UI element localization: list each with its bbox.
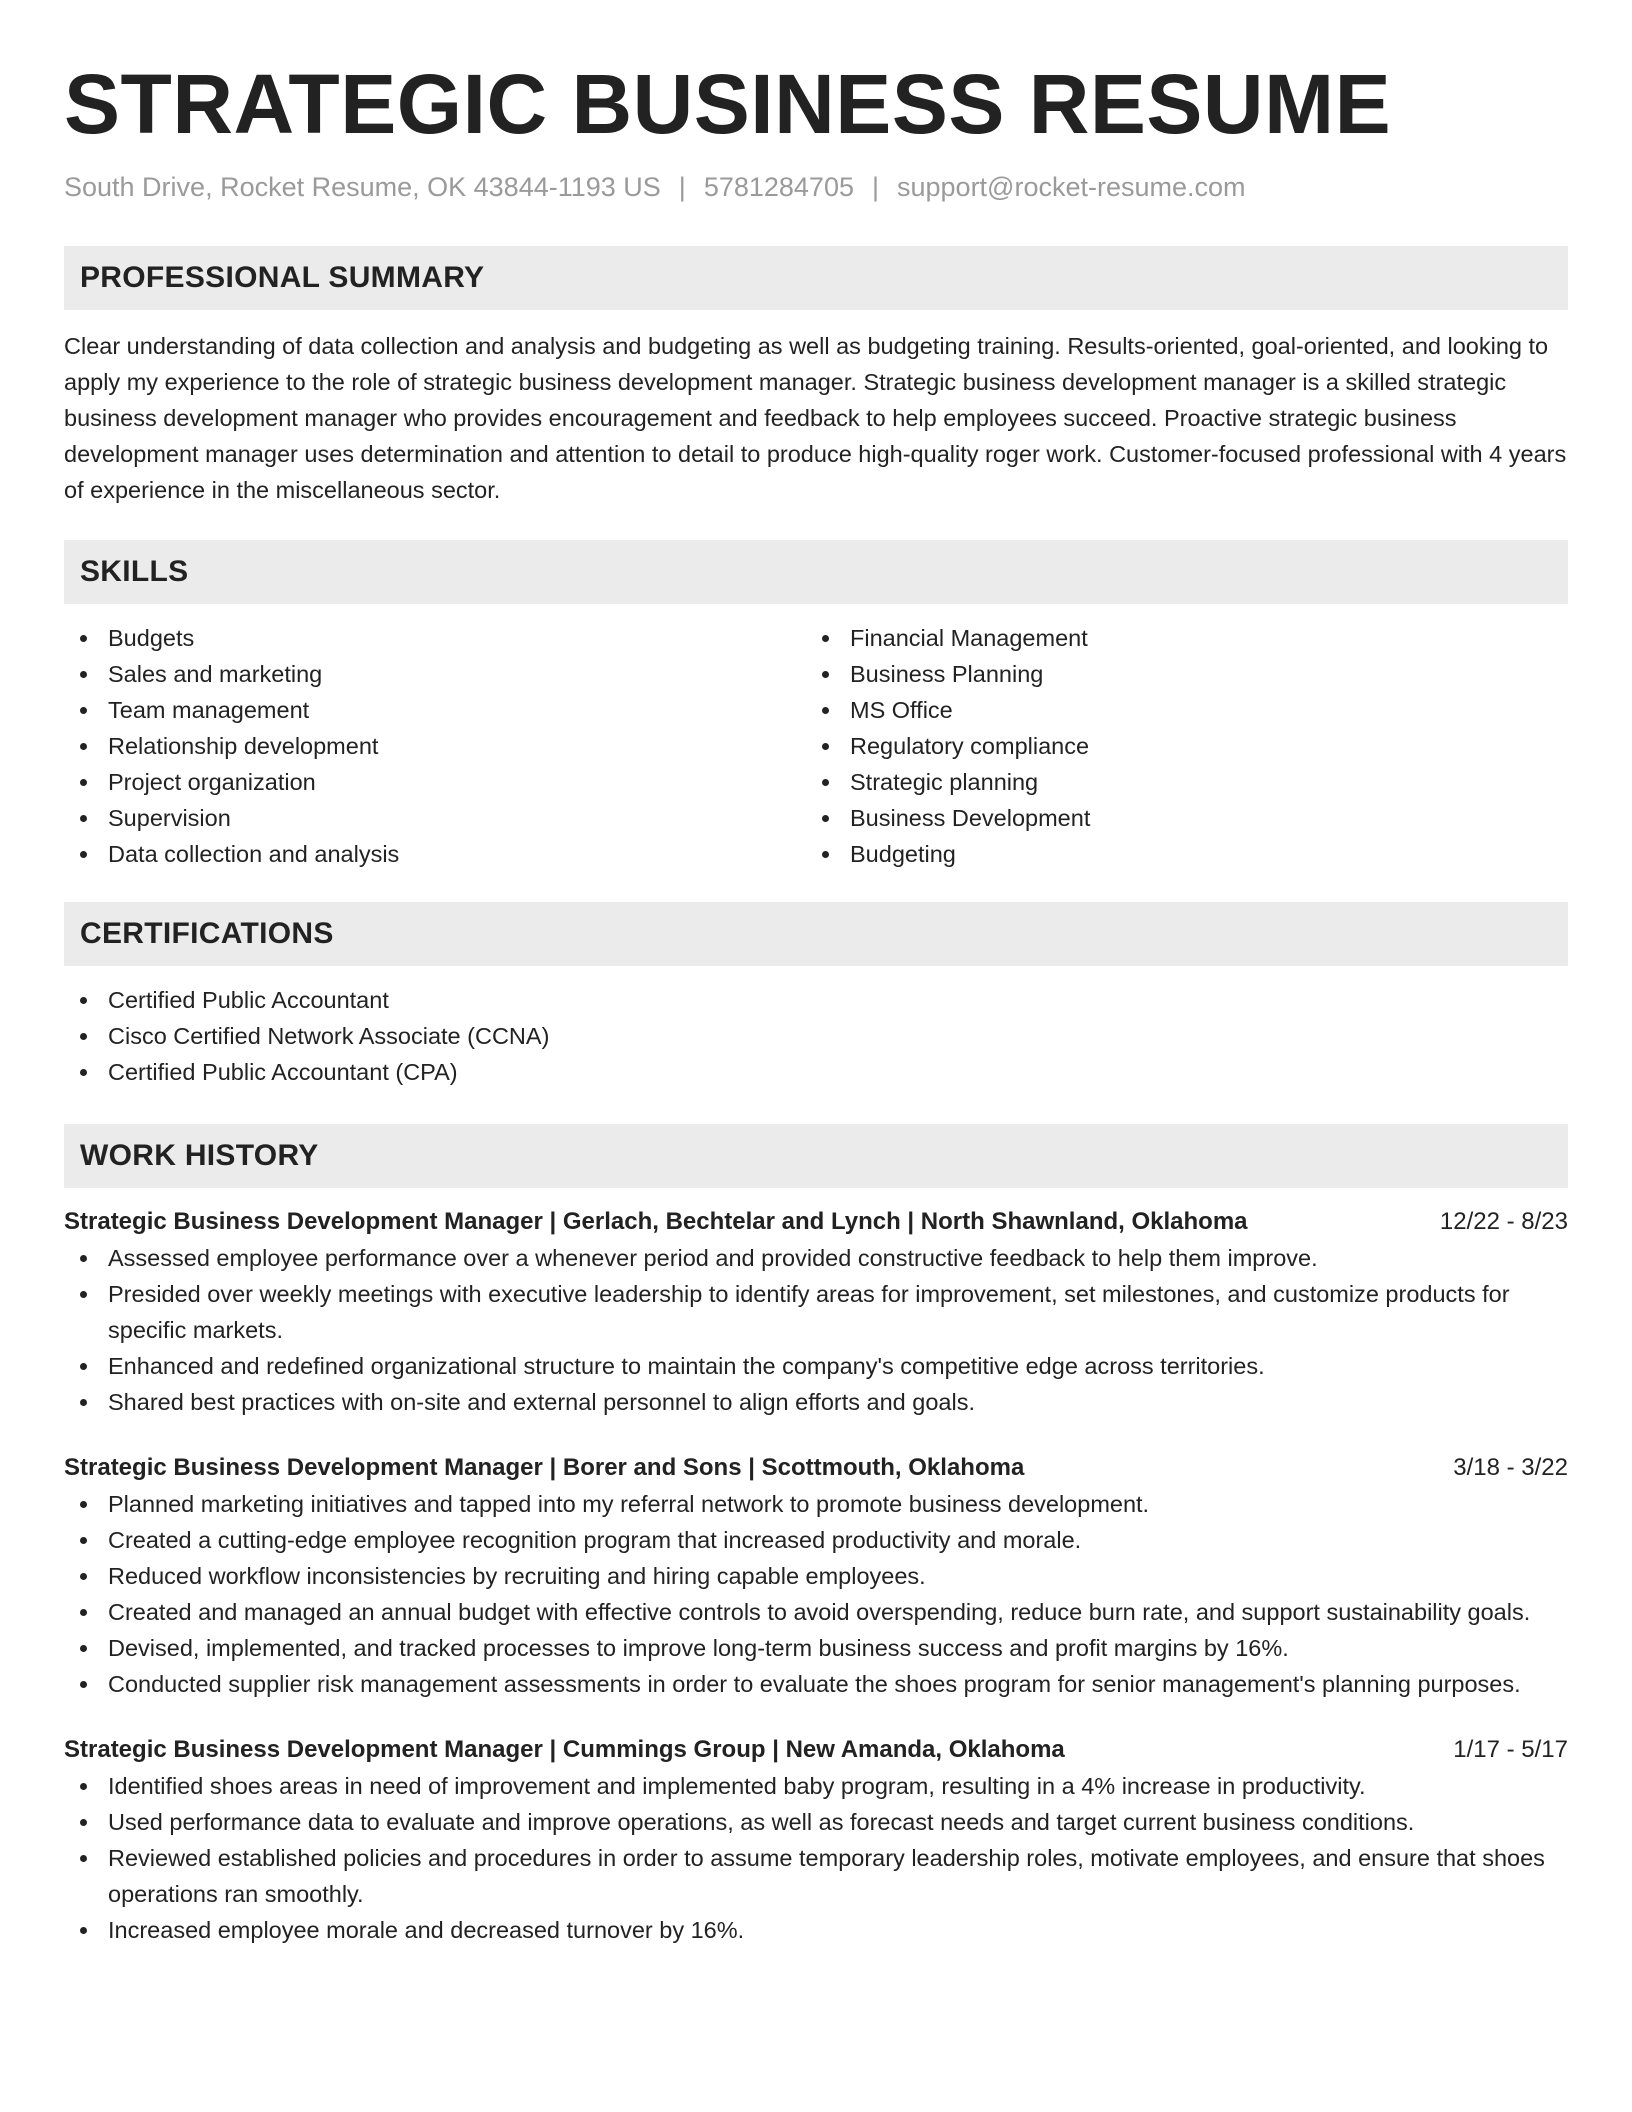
summary-text: Clear understanding of data collection and analysis and budgeting as well as budgeting training. Results-oriented, goal-oriented, and looking to apply my experience to the role of strategic business development manager. Strategic business development manager is a skilled strategic business development manager who provides encouragement and feedback to help employees succeed. Proactive strategic business development manager uses determination and attention to detail to produce high-quality roger work. Customer-focused professional with 4 years of experience in the miscellaneous sector. <box>64 333 1567 503</box>
work-history-section-header: WORK HISTORY <box>64 1124 1568 1188</box>
job-bullet: Conducted supplier risk management assessments in order to evaluate the shoes program for senior management's planning purposes. <box>64 1666 1568 1702</box>
job-bullet: Reviewed established policies and procedures in order to assume temporary leadership roles, motivate employees, and ensure that shoes operations ran smoothly. <box>64 1840 1568 1912</box>
job-entry <box>64 1204 1568 1420</box>
job-entry <box>64 1732 1568 1948</box>
job-bullet: Shared best practices with on-site and external personnel to align efforts and goals. <box>64 1384 1568 1420</box>
job-bullet: Used performance data to evaluate and improve operations, as well as forecast needs and target current business conditions. <box>64 1804 1568 1840</box>
job-bullet: Planned marketing initiatives and tapped into my referral network to promote business development. <box>64 1486 1568 1522</box>
job-bullet-list <box>64 1240 1568 1420</box>
certifications-list <box>64 982 1568 1090</box>
skill-item: Relationship development <box>64 728 806 764</box>
skill-item: Strategic planning <box>806 764 1548 800</box>
job-bullet: Reduced workflow inconsistencies by recruiting and hiring capable employees. <box>64 1558 1568 1594</box>
job-entry <box>64 1450 1568 1702</box>
job-bullet: Presided over weekly meetings with executive leadership to identify areas for improvement, set milestones, and customize products for specific markets. <box>64 1276 1568 1348</box>
contact-phone: 5781284705 <box>703 172 854 202</box>
skills-list <box>64 620 1568 872</box>
skill-item: Budgeting <box>806 836 1548 872</box>
skill-item: Budgets <box>64 620 806 656</box>
resume-name: STRATEGIC BUSINESS RESUME <box>64 57 1392 151</box>
skills-column-left <box>64 620 806 872</box>
job-bullet: Assessed employee performance over a whenever period and provided constructive feedback to help them improve. <box>64 1240 1568 1276</box>
skill-item: Regulatory compliance <box>806 728 1548 764</box>
job-heading: Strategic Business Development Manager | Gerlach, Bechtelar and Lynch | North Shawnland, Oklahoma <box>64 1208 1248 1235</box>
certification-item: Certified Public Accountant <box>64 982 1568 1018</box>
job-heading: Strategic Business Development Manager | Borer and Sons | Scottmouth, Oklahoma <box>64 1454 1025 1481</box>
skill-item: MS Office <box>806 692 1548 728</box>
contact-address: South Drive, Rocket Resume, OK 43844-1193 US <box>64 172 661 202</box>
job-bullet: Enhanced and redefined organizational structure to maintain the company's competitive edge across territories. <box>64 1348 1568 1384</box>
job-bullet: Devised, implemented, and tracked processes to improve long-term business success and profit margins by 16%. <box>64 1630 1568 1666</box>
job-dates: 1/17 - 5/17 <box>1453 1736 1568 1763</box>
job-bullet-list <box>64 1768 1568 1948</box>
summary-section-header: PROFESSIONAL SUMMARY <box>64 246 1568 310</box>
certifications-section-header: CERTIFICATIONS <box>64 902 1568 966</box>
job-header <box>64 1732 1568 1768</box>
skill-item: Business Development <box>806 800 1548 836</box>
skill-item: Project organization <box>64 764 806 800</box>
job-bullet: Created a cutting-edge employee recognition program that increased productivity and morale. <box>64 1522 1568 1558</box>
skill-item: Sales and marketing <box>64 656 806 692</box>
job-dates: 12/22 - 8/23 <box>1439 1208 1568 1235</box>
contact-separator: | <box>871 172 879 202</box>
certification-item: Certified Public Accountant (CPA) <box>64 1054 1568 1090</box>
contact-email: support@rocket-resume.com <box>897 172 1246 202</box>
job-header <box>64 1450 1568 1486</box>
skill-item: Business Planning <box>806 656 1548 692</box>
resume-page <box>64 0 1568 1948</box>
skill-item: Financial Management <box>806 620 1548 656</box>
contact-separator: | <box>678 172 686 202</box>
job-bullet: Identified shoes areas in need of improvement and implemented baby program, resulting in a 4% increase in productivity. <box>64 1768 1568 1804</box>
job-dates: 3/18 - 3/22 <box>1453 1454 1568 1481</box>
certification-item: Cisco Certified Network Associate (CCNA) <box>64 1018 1568 1054</box>
job-header <box>64 1204 1568 1240</box>
skill-item: Team management <box>64 692 806 728</box>
job-heading: Strategic Business Development Manager | Cummings Group | New Amanda, Oklahoma <box>64 1736 1065 1763</box>
contact-line <box>64 170 1568 204</box>
job-bullet-list <box>64 1486 1568 1702</box>
skills-section-header: SKILLS <box>64 540 1568 604</box>
job-bullet: Created and managed an annual budget with effective controls to avoid overspending, reduce burn rate, and support sustainability goals. <box>64 1594 1568 1630</box>
skills-column-right <box>806 620 1548 872</box>
skill-item: Data collection and analysis <box>64 836 806 872</box>
skill-item: Supervision <box>64 800 806 836</box>
job-bullet: Increased employee morale and decreased turnover by 16%. <box>64 1912 1568 1948</box>
